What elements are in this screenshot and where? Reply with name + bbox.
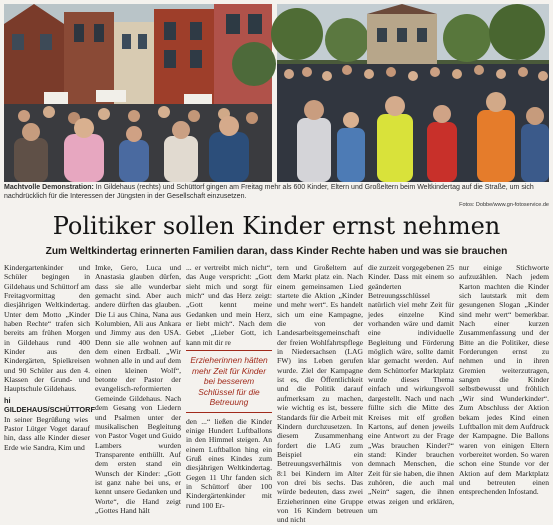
column-1-paragraph — [4, 395, 96, 452]
column-1-continued: In seiner Begrüßung wies Pastor Lütger Voget darauf hin, dass alle Kinder dieser Erde wie Sandra, Kim und — [4, 414, 90, 452]
photo-schuettorf — [277, 4, 549, 182]
photo-strip — [4, 4, 549, 182]
column-5 — [368, 263, 454, 515]
photo-gildehaus — [4, 4, 272, 182]
column-6 — [459, 263, 549, 497]
caption-lead: Machtvolle Demonstration: — [4, 184, 94, 191]
column-5-text: die zurzeit vorgegebenen 25 Kinder. Dass mit einem so geänderten Betreuungsschlüssel natürlich viel mehr Zeit für jedes einzelne Kind vorhanden wäre und damit eine individuelle Begleitung und Förderung möglich wäre, sollte damit klar gemacht werden. Auf dem Schüttorfer Marktplatz wurde dieses Thema einfach und wirkungsvoll dargestellt. Nach und nach füllte sich die Mitte des Kreises mit elf großen Kartons, auf denen jeweils eine Antwort zu der Frage „Was brauchen Kinder?“ stand: Kinder brauchen demnach Menschen, die Zeit für sie haben, die ihnen zuhören, die auch mal „Nein“ sagen, die ihnen etwas zeigen und erklären, um — [368, 263, 454, 515]
caption-text: In Gildehaus (rechts) und Schüttorf gingen am Freitag mehr als 600 Kinder, Eltern und Großeltern beim Weltkindertag auf die Straße, um sich nachdrücklich für die Interessen der Jüngsten in der Gesellschaft einzusetzen. — [4, 184, 534, 200]
article-headline: Politiker sollen Kinder ernst nehmen — [52, 212, 501, 240]
column-3-text: ... er vertreibt mich nicht“, das Auge verspricht: „Gott sieht mich und sorgt für mich“ und das Herz zeigt: „Gott kennt meine Gedanken und mein Herz, er liebt mich“. Nach dem Gebet „Lieber Gott, ich kann mit dir re — [186, 263, 272, 347]
dateline: hi GILDEHAUS/SCHÜTTORF — [4, 395, 96, 415]
column-3 — [186, 263, 272, 510]
column-4-text: tern und Großeltern auf dem Markt platz ein. Nach einem gemeinsamen Lied startete die Aktion „Kinder und mehr wert“. Es handelt sich um eine Kampagne, die von der Landesarbeitsgemeinschaft der freien Wohlfahrtspflege in Niedersachsen (LAG FW) ins Leben gerufen wurde. Ziel der Kampagne ist es, die Öffentlichkeit und die Politik darauf aufmerksam zu machen, wie wichtig es ist, bessere Standards für die Arbeit mit Kindern durchzusetzen. In diesem Zusammenhang fordert die LAG zum Beispiel ein Betreuungsverhältnis von 8:1 bei Kindern im Alter von drei bis sechs. Das würde bedeuten, dass zwei Erzieherinnen eine Gruppe von 16 Kindern betreuen und nicht — [277, 263, 363, 525]
article-subheadline: Zum Weltkindertag erinnerten Familien daran, dass Kinder Rechte haben und was sie brauchen — [45, 246, 508, 257]
column-2 — [95, 263, 181, 515]
pull-quote: Erzieherinnen hätten mehr Zeit für Kinder bei besserem Schlüssel für die Betreuung — [186, 350, 272, 413]
column-1 — [4, 263, 96, 452]
column-2-text: Imke, Gero, Luca und Anastasia glauben dürfen, dass sie alle wunderbar gemacht sind. Aber auch andere dürften das glauben. Die Li aus China, Nana aus Kolumbien, Ali aus Ankara und Jimmy aus den USA. Denn sie alle wohnen auf dem einen Erdball. „Wir wohnen alle in und auf dem einen kleinen Wolf“, betonte der Pastor der evangelisch-reformierten Gemeinde Gildehaus. Nach dem Gesang von Liedern und Psalmen unter der musikalischen Begleitung von Pastor Voget und Guido Lambers wurden Transparente enthüllt. Auf dem ersten stand ein Wunsch der Kinder: „Gott ist ganz nahe bei uns, er kennt unsere Gedanken und Worte“, die Hand zeigt „Gottes Hand hält — [95, 263, 181, 515]
column-1-text: Kindergartenkinder und Schüler begingen in Gildehaus und Schüttorf am Freitagvormittag den diesjährigen Weltkindertag. Unter dem Motto „Kinder haben Rechte“ trafen sich bereits am frühen Morgen in Gildehaus rund 400 Kinder aus den Kindergärten, Spielkreisen und 90 Schüler aus den 4. Klassen der Grund- und Hauptschule Gildehaus. — [4, 263, 90, 394]
article-body — [4, 263, 549, 525]
column-3-continued: den ...“ ließen die Kinder einige Hundert Luftballons in den Himmel steigen. An einem Luftballon hing ein Gruß eines Kindes zum diesjährigen Weltkindertag. Gegen 11 Uhr fanden sich in Schüttorf über 100 Kindergärtenkinder mit rund 100 Er- — [186, 416, 272, 510]
column-4 — [277, 263, 363, 525]
photo-credit: Fotos: Dobbe/www.gn-fotoservice.de — [459, 202, 549, 208]
column-6-text: nur einige Stichworte aufzuzählen. Nach jedem Karton machten die Kinder sich lautstark mit dem gesungenen Slogan „Kinder sind mehr wert“ bemerkbar. Nach einer kurzen Zusammenfassung und der Bitte an die Politiker, diese Forderungen ernst zu nehmen und in ihren Gremien weiterzutragen, sangen die Kinder selbstbewusst und fröhlich „Wir sind Wunderkinder“. Zum Abschluss der Aktion bekam jedes Kind einen Luftballon mit dem Aufdruck der Kampagne. Die Ballons waren von einigen Eltern vorbereitet worden. So waren schon eine Stunde vor der Aktion auf dem Marktplatz und betreuten einen entsprechenden Infostand. — [459, 263, 549, 497]
